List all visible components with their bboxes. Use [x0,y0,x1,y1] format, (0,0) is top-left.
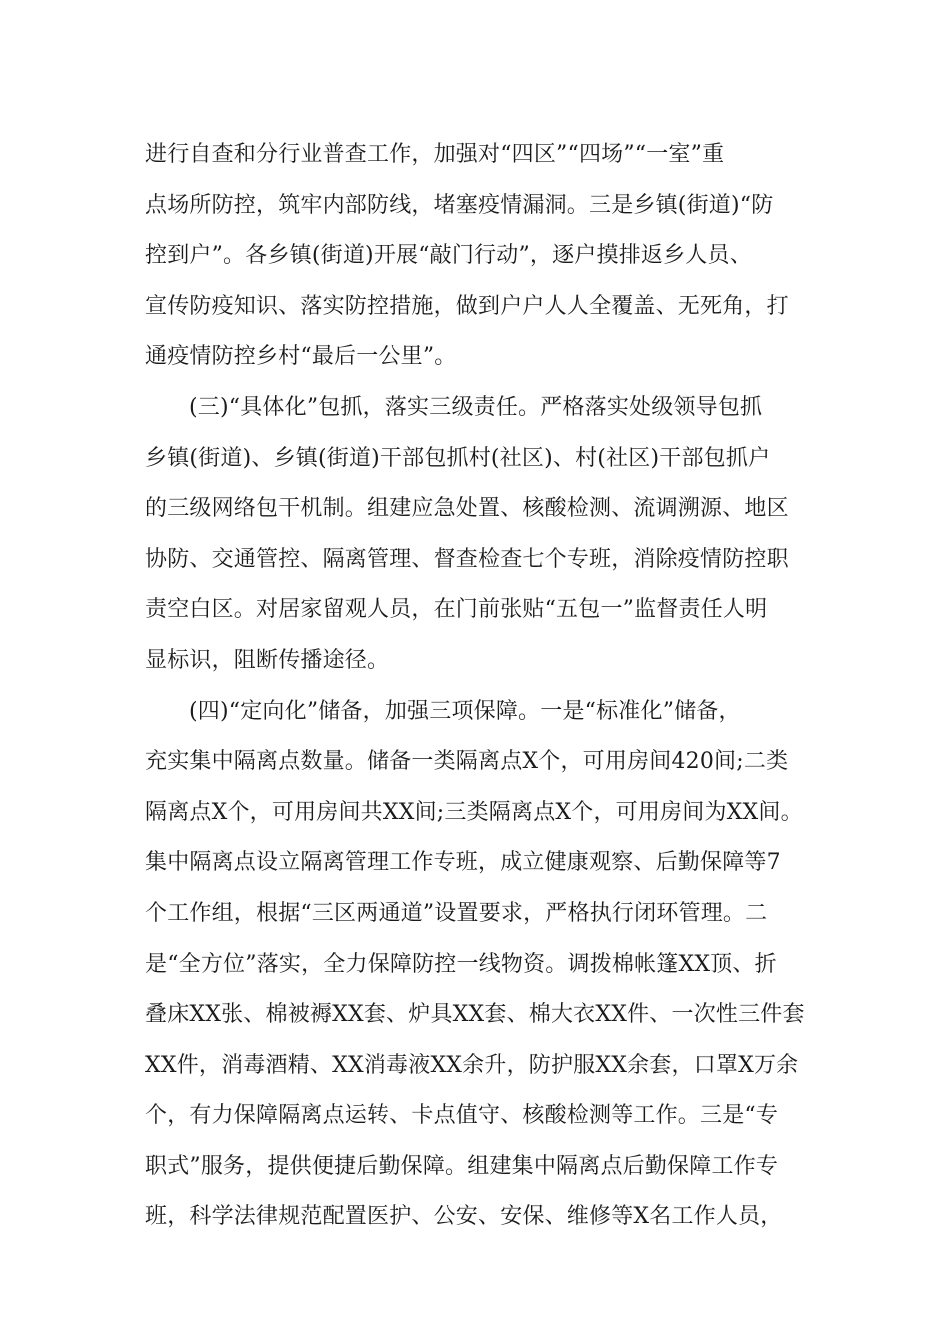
text-line: 集中隔离点设立隔离管理工作专班，成立健康观察、后勤保障等7 [145,850,781,876]
text-line: XX件，消毒酒精、XX消毒液XX余升，防护服XX余套，口罩X万余 [145,1052,799,1078]
text-line: 个工作组，根据“三区两通道”设置要求，严格执行闭环管理。二 [145,900,768,926]
document-body [145,130,805,1243]
text-line: 宣传防疫知识、落实防控措施，做到户户人人全覆盖、无死角，打 [145,293,789,319]
text-line: 协防、交通管控、隔离管理、督查检查七个专班，消除疫情防控职 [145,546,789,572]
text-line: 职式”服务，提供便捷后勤保障。组建集中隔离点后勤保障工作专 [145,1153,779,1179]
text-line: 责空白区。对居家留观人员，在门前张贴“五包一”监督责任人明 [145,597,768,623]
text-line: 隔离点X个，可用房间共XX间;三类隔离点X个，可用房间为XX间。 [145,799,803,825]
text-line: 的三级网络包干机制。组建应急处置、核酸检测、流调溯源、地区 [145,496,789,522]
text-line: 个，有力保障隔离点运转、卡点值守、核酸检测等工作。三是“专 [145,1103,779,1129]
text-line: 控到户”。各乡镇(街道)开展“敲门行动”，逐户摸排返乡人员、 [145,243,752,269]
text-line: 进行自查和分行业普查工作，加强对“四区”“四场”“一室”重 [145,142,725,167]
text-line: 班，科学法律规范配置医护、公安、安保、维修等X名工作人员， [145,1204,783,1230]
text-line: 乡镇(街道)、乡镇(街道)干部包抓村(社区)、村(社区)干部包抓户 [145,445,771,471]
paragraph-first-line: (三)“具体化”包抓，落实三级责任。严格落实处级领导包抓 [189,394,763,420]
text-line: 充实集中隔离点数量。储备一类隔离点X个，可用房间420间;二类 [145,749,789,775]
text-line: 通疫情防控乡村“最后一公里”。 [145,344,457,370]
text-line: 是“全方位”落实，全力保障防控一线物资。调拨棉帐篷XX顶、折 [145,951,777,977]
text-line: 显标识，阻断传播途径。 [145,647,390,673]
paragraph-first-line: (四)“定向化”储备，加强三项保障。一是“标准化”储备， [189,698,741,724]
text-line: 点场所防控，筑牢内部防线，堵塞疫情漏洞。三是乡镇(街道)“防 [145,192,774,218]
text-line: 叠床XX张、棉被褥XX套、炉具XX套、棉大衣XX件、一次性三件套 [145,1002,805,1028]
